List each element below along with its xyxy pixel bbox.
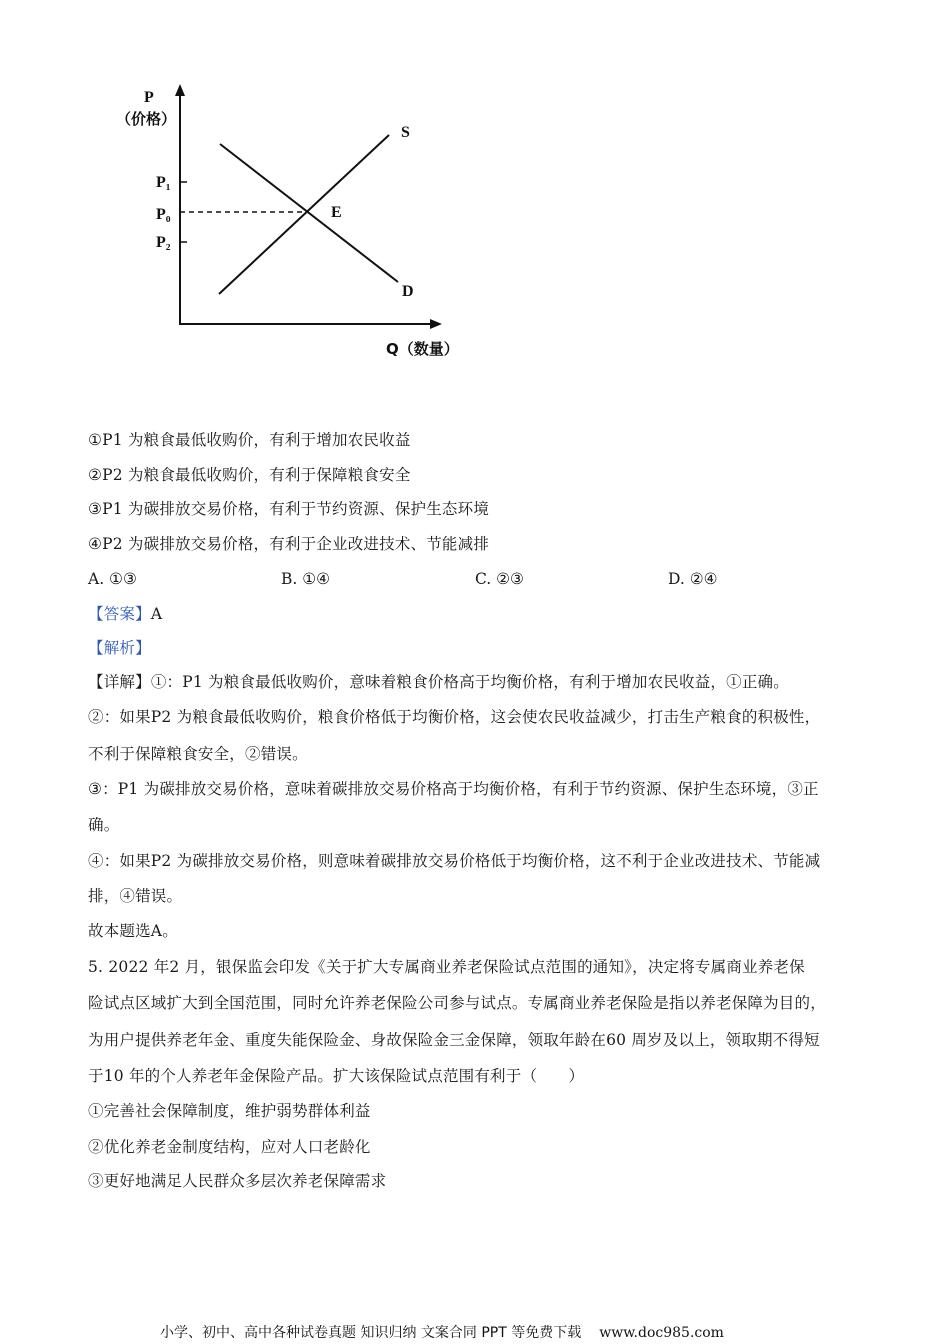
detail-label: 【详解】 — [88, 673, 151, 691]
statement-4: ④P2 为碳排放交易价格，有利于企业改进技术、节能减排 — [88, 535, 490, 553]
y-axis-sub-label: （价格） — [116, 110, 177, 128]
detail-line-7: 排，④错误。 — [88, 887, 183, 905]
statement-2: ②P2 为粮食最低收购价，有利于保障粮食安全 — [88, 466, 411, 484]
statement-1: ①P1 为粮食最低收购价，有利于增加农民收益 — [88, 431, 411, 449]
answer-label: 【答案】 — [88, 605, 151, 623]
tick-label-p0: P₀ — [156, 206, 171, 223]
detail-line-1 — [88, 672, 789, 692]
option-d: D. ②④ — [668, 570, 718, 588]
tick-label-p1: P₁ — [156, 174, 171, 191]
answer-line — [88, 604, 162, 624]
detail-text-1: ①：P1 为粮食最低收购价，意味着粮食价格高于均衡价格，有利于增加农民收益，①正确。 — [150, 673, 789, 691]
question5-line-2: 险试点区域扩大到全国范围，同时允许养老保险公司参与试点。专属商业养老保险是指以养老保障为目的， — [88, 994, 826, 1012]
supply-curve — [219, 135, 389, 294]
detail-line-8: 故本题选A。 — [88, 922, 178, 940]
detail-line-6: ④：如果P2 为碳排放交易价格，则意味着碳排放交易价格低于均衡价格，这不利于企业改进技术、节能减 — [88, 852, 821, 870]
option-a: A. ①③ — [88, 570, 137, 588]
answer-value: A — [150, 605, 163, 623]
supply-demand-graph — [110, 80, 490, 370]
analysis-label: 【解析】 — [88, 639, 151, 657]
detail-line-2: ②：如果P2 为粮食最低收购价，粮食价格低于均衡价格，这会使农民收益减少，打击生产粮食的积极性， — [88, 708, 821, 726]
detail-line-5: 确。 — [88, 816, 120, 834]
question5-line-1: 5. 2022 年2 月，银保监会印发《关于扩大专属商业养老保险试点范围的通知》，决定将专属商业养老保 — [88, 958, 805, 976]
demand-label: D — [402, 283, 414, 300]
y-axis-label: P — [144, 89, 154, 106]
demand-curve — [220, 144, 398, 282]
y-axis-arrow — [175, 84, 185, 96]
footer-text: 小学、初中、高中各种试卷真题 知识归纳 文案合同 PPT 等免费下载 — [160, 1325, 582, 1341]
question5-statement-3: ③更好地满足人民群众多层次养老保障需求 — [88, 1172, 387, 1190]
tick-label-p2: P₂ — [156, 234, 171, 251]
supply-demand-figure — [110, 80, 490, 370]
question5-line-4: 于10 年的个人养老年金保险产品。扩大该保险试点范围有利于（ ） — [88, 1067, 585, 1085]
question5-statement-2: ②优化养老金制度结构，应对人口老龄化 — [88, 1138, 371, 1156]
x-axis-label: Q（数量） — [386, 340, 459, 358]
question5-line-3: 为用户提供养老年金、重度失能保险金、身故保险金三金保障，领取年龄在60 周岁及以上，领取期不得短 — [88, 1031, 820, 1049]
equilibrium-label: E — [331, 204, 342, 221]
detail-line-4: ③：P1 为碳排放交易价格，意味着碳排放交易价格高于均衡价格，有利于节约资源、保护生态环境，③正 — [88, 780, 819, 798]
option-c: C. ②③ — [475, 570, 524, 588]
option-b: B. ①④ — [281, 570, 331, 588]
footer-url[interactable]: www.doc985.com — [599, 1325, 724, 1341]
x-axis-arrow — [430, 319, 442, 329]
detail-line-3: 不利于保障粮食安全，②错误。 — [88, 745, 308, 763]
question5-statement-1: ①完善社会保障制度，维护弱势群体利益 — [88, 1102, 371, 1120]
supply-label: S — [401, 124, 410, 141]
page-footer — [160, 1324, 880, 1342]
statement-3: ③P1 为碳排放交易价格，有利于节约资源、保护生态环境 — [88, 500, 490, 518]
